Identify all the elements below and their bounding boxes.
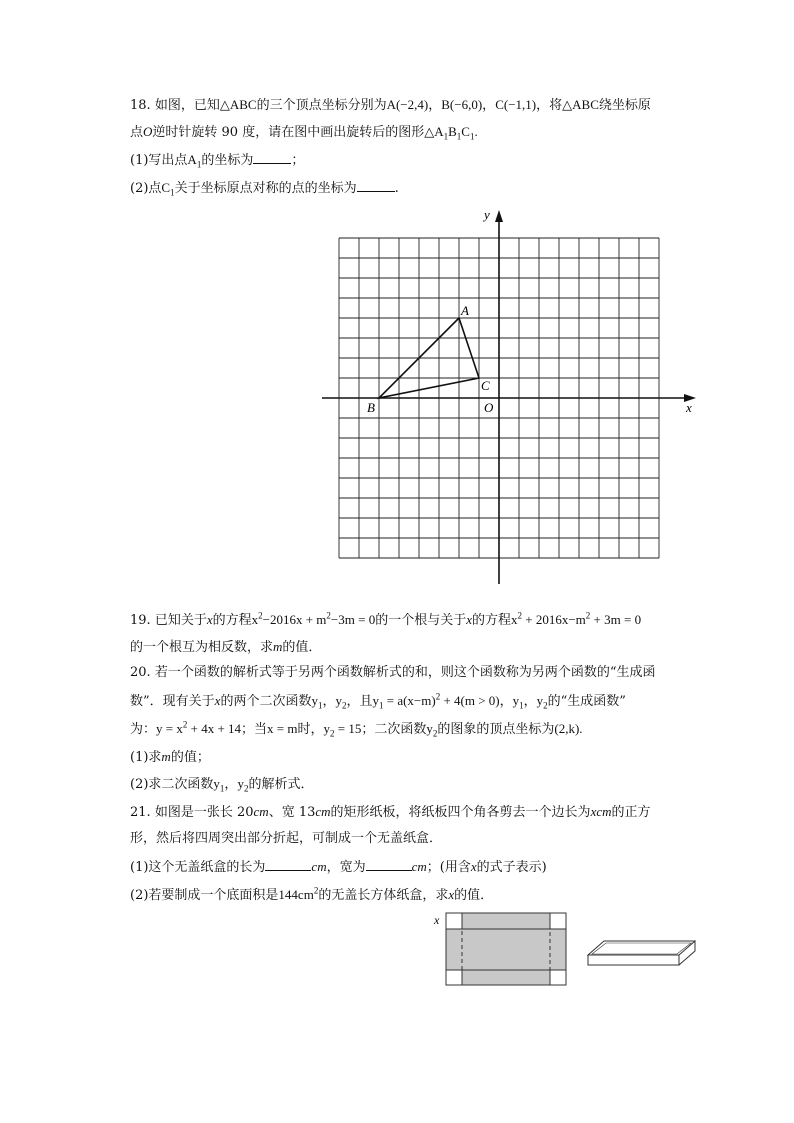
y-axis-label: y bbox=[484, 207, 490, 222]
q21-part2: (2)若要制成一个底面积是$144cm^2$的无盖长方体纸盒，求x的值． bbox=[130, 885, 494, 903]
flap-top bbox=[462, 913, 550, 929]
q21-line2: 形，然后将四周突出部分折起，可制成一个无盖纸盒． bbox=[130, 831, 443, 846]
q19-number: 19. bbox=[130, 613, 151, 628]
corner-square-tl bbox=[446, 913, 462, 929]
side-length-label: x bbox=[434, 913, 440, 927]
q18-line1: 18. 如图，已知△ABC的三个顶点坐标分别为A(−2,4)，B(−6,0)，C(−1,1)，将△ABC绕坐标原 bbox=[130, 97, 651, 113]
q21-number: 21. bbox=[130, 805, 151, 820]
q20-line2: 数”．现有关于x的两个二次函数$y_1$，$y_2$，且$y_1 = a(x-m)^2 + 4(m > 0)$，$y_1$，$y_2$的“生成函数” bbox=[130, 691, 626, 711]
cardboard-center bbox=[446, 929, 566, 970]
flap-bottom bbox=[462, 970, 550, 985]
corner-square-bl bbox=[446, 970, 462, 985]
q20-line3: 为：$y = x^2 + 4x + 14$；当x = m时，$y_2 = 15$；二次函数$y_2$的图象的顶点坐标为(2,k). bbox=[130, 719, 583, 739]
point-b-label: B bbox=[367, 400, 375, 415]
x-axis-label: x bbox=[686, 400, 692, 415]
open-box-figure bbox=[588, 941, 695, 965]
q19-line2: 的一个根互为相反数，求m的值． bbox=[130, 639, 322, 655]
q20-part2: (2)求二次函数$y_1$，$y_2$的解析式． bbox=[130, 776, 314, 794]
q19-line1: 19. 已知关于x的方程$x^2-2016x + m^2-3m = 0$的一个根与关于x的方程$x^2 + 2016x-m^2 + 3m = 0$ bbox=[130, 610, 642, 628]
q18-part1: (1)写出点$A_1$的坐标为 ； bbox=[130, 152, 305, 170]
q18-part2: (2)点$C_1$关于坐标原点对称的点的坐标为 . bbox=[130, 180, 399, 198]
q21-line1: 21. 如图是一张长 20cm、宽 13cm的矩形纸板，将纸板四个角各剪去一个边长为xcm的正方 bbox=[130, 804, 651, 820]
point-c-label: C bbox=[481, 378, 490, 393]
q20-line1: 20. 若一个函数的解析式等于另两个函数解析式的和，则这个函数称为另两个函数的“生成函 bbox=[130, 665, 656, 680]
q18-line2: 点O逆时针旋转 90 度，请在图中画出旋转后的图形$\triangle A_1B_1C_1$. bbox=[130, 124, 478, 142]
q20-number: 20. bbox=[130, 665, 151, 680]
q20-part1: (1)求m的值； bbox=[130, 749, 210, 765]
corner-square-tr bbox=[550, 913, 566, 929]
origin-label: O bbox=[484, 400, 494, 415]
corner-square-br bbox=[550, 970, 566, 985]
q18-number: 18. bbox=[130, 98, 151, 113]
point-a-label: A bbox=[461, 303, 469, 318]
q21-part1: (1)这个无盖纸盒的长为 cm，宽为 cm；(用含x的式子表示) bbox=[130, 859, 547, 875]
